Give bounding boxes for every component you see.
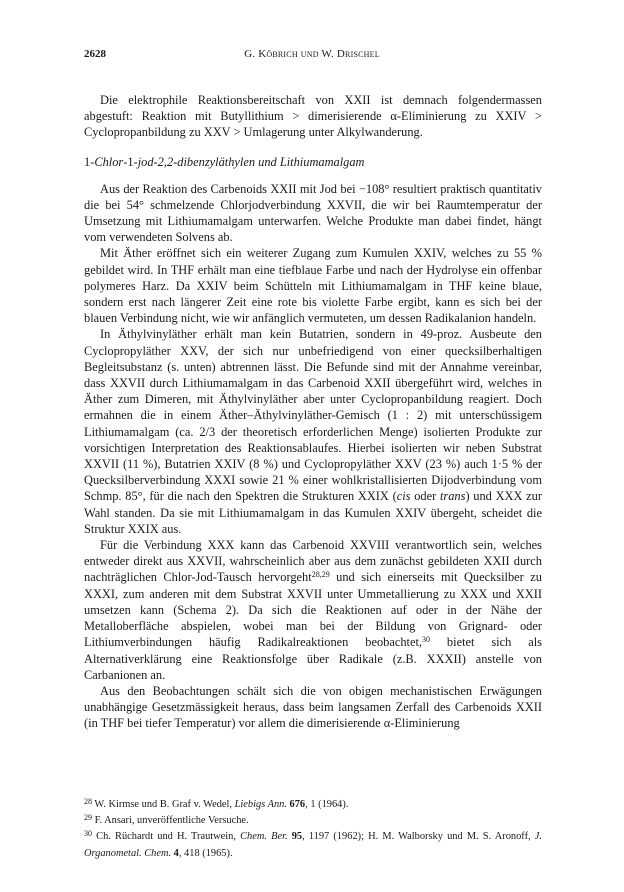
section-heading: 1-Chlor-1-jod-2,2-dibenzyläthylen und Lithiumamalgam xyxy=(84,154,365,169)
footnote-28: $^{28}$ W. Kirmse und B. Graf v. Wedel, Liebigs Ann. 676, 1 (1964). xyxy=(84,797,349,810)
footnote-30: $^{30}$ Ch. Rüchardt und H. Trautwein, Chem. Ber. 95, 1197 (1962); H. M. Walborsky und M. S. Aronoff, J. Organometal. Chem. 4, 418 (1965). xyxy=(84,829,542,859)
paragraph-aether: Mit Äther eröffnet sich ein weiterer Zugang zum Kumulen XXIV, welches zu 55 % gebildet wird. In THF erhält man eine tiefblaue Farbe und nach der Hydrolyse ein offenbar polymeres Harz. Da XXIV beim Schütteln mit Lithiumamalgam in THF keine blaue, sondern erst nach längerer Zeit eine rote bis violette Farbe ergibt, kann es sich bei der blauen Verbindung nicht, wie wir anfänglich vermuteten, um dessen Radikalanion handeln. xyxy=(84,246,542,326)
paragraph-carbenoid-xxviii: Für die Verbindung XXX kann das Carbenoid XXVIII verantwortlich sein, welches entweder direkt aus XXVII, wahrscheinlich aber aus dem zunächst gebildeten XXII durch nachträglichen Chlor-Jod-Tausch hervorgeht$^{28,29}$ und sich einerseits mit Quecksilber zu XXXI, zum anderen mit dem Substrat XXVII unter Ummetallierung zu XXX und XXII umsetzen kann (Schema 2). Da sich die Reaktionen auf oder in der Nähe der Metalloberfläche abspielen, wobei man bei der Bildung von Grignard- oder Lithiumverbindungen häufig Radikalreaktionen beobachtet,$^{30}$ bietet sich als Alternativerklärung eine Reaktionsfolge über Radikale (z.B. XXXII) anstelle von Carbanionen an. xyxy=(84,538,542,682)
footnotes xyxy=(84,797,542,862)
paragraph-observations: Aus den Beobachtungen schält sich die von obigen mechanistischen Erwägungen unabhängige Gesetzmässigkeit heraus, dass beim langsamen Zerfall des Carbenoids XXII (in THF bei tiefer Temperatur) vor allem die dimerisierende α-Eliminierung xyxy=(84,683,542,731)
paragraph-chlorjod: Aus der Reaktion des Carbenoids XXII mit Jod bei −108° resultiert praktisch quantitativ die bei 54° schmelzende Chlorjodverbindung XXVII, die wir bei Raumtemperatur der Umsetzung mit Lithiumamalgam unterwarfen. Welche Produkte man dabei findet, hängt vom verwendeten Solvens ab. xyxy=(84,181,542,245)
paragraph-reactivity: Die elektrophile Reaktionsbereitschaft von XXII ist demnach folgendermassen abgestuft: Reaktion mit Butyllithium > dimerisierende α-Eliminierung zu XXIV > Cyclopropanbildung zu XXV > Umlagerung unter Alkylwanderung. xyxy=(84,93,542,140)
page-number: 2628 xyxy=(84,48,106,60)
page-header xyxy=(84,48,540,64)
footnote-29: $^{29}$ F. Ansari, unveröffentliche Versuche. xyxy=(84,813,249,827)
paragraph-aethylvinylaether: In Äthylvinyläther erhält man kein Butatrien, sondern in 49-proz. Ausbeute den Cyclopropyläther XXV, der sich nur unbefriedigend von einer quecksilberhaltigen Begleitsubstanz (s. unten) abtrennen lässt. Die Befunde sind mit der Annahme vereinbar, dass XXVII durch Lithiumamalgam in das Carbenoid XXII übergeführt wird, welches in Äther zum Dimeren, mit Äthylvinyläther aber unter Cyclopropanbildung reagiert. Doch ermahnen die in einem Äther–Äthylvinyläther-Gemisch (1 : 2) mit unterschüssigem Lithiumamalgam (ca. 2/3 der theoretisch erforderlichen Menge) isolierten Produkte zur vorsichtigen Interpretation des Reaktionsablaufes. Hierbei isolierten wir neben Substrat XXVII (11 %), Butatrien XXIV (8 %) und Cyclopropyläther XXV (23 %) auch 1·5 % der Quecksilberverbindung XXXI sowie 21 % einer wohlkristallisierten Dijodverbindung vom Schmp. 85°, für die nach den Spektren die Strukturen XXIX (cis oder trans) und XXX zur Wahl standen. Da sie mit Lithiumamalgam in das Kumulen XXIV übergeht, scheidet die Struktur XXIX aus. xyxy=(84,327,543,536)
citation-28-29: 28,29 xyxy=(311,570,330,580)
citation-30: 30 xyxy=(422,635,431,645)
main-text xyxy=(84,92,542,732)
running-title: G. Köbrich und W. Drischel xyxy=(244,48,380,60)
